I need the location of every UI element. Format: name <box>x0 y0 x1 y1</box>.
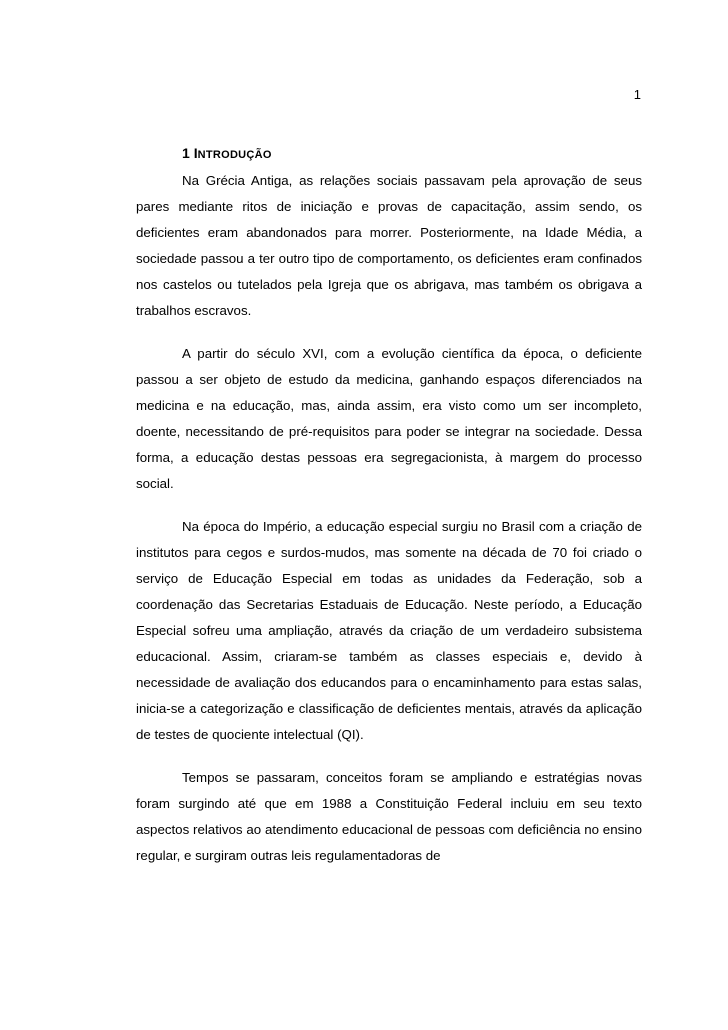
section-title <box>194 145 272 161</box>
section-title-initial: I <box>193 145 198 161</box>
body-text <box>136 168 642 869</box>
section-heading <box>182 144 272 164</box>
paragraph-3: Na época do Império, a educação especial surgiu no Brasil com a criação de institutos para cegos e surdos-mudos, mas somente na década de 70 foi criado o serviço de Educação Especial em todas as unidades da Federação, sob a coordenação das Secretarias Estaduais de Educação. Neste período, a Educação Especial sofreu uma ampliação, através da criação de um verdadeiro subsistema educacional. Assim, criaram-se também as classes especiais e, devido à necessidade de avaliação dos educandos para o encaminhamento para estas salas, inicia-se a categorização e classificação de deficientes mentais, através da aplicação de testes de quociente intelectual (QI). <box>136 519 642 742</box>
paragraph-4: Tempos se passaram, conceitos foram se ampliando e estratégias novas foram surgindo até que em 1988 a Constituição Federal incluiu em seu texto aspectos relativos ao atendimento educacional de pessoas com deficiência no ensino regular, e surgiram outras leis regulamentadoras de <box>136 770 642 863</box>
paragraph-2: A partir do século XVI, com a evolução científica da época, o deficiente passou a ser objeto de estudo da medicina, ganhando espaços diferenciados na medicina e na educação, mas, ainda assim, era visto como um ser incompleto, doente, necessitando de pré-requisitos para poder se integrar na sociedade. Dessa forma, a educação destas pessoas era segregacionista, à margem do processo social. <box>136 346 642 491</box>
section-title-rest: NTRODUÇÃO <box>197 149 272 161</box>
section-number: 1 <box>182 145 190 161</box>
page-number: 1 <box>633 87 641 102</box>
paragraph-1: Na Grécia Antiga, as relações sociais passavam pela aprovação de seus pares mediante ritos de iniciação e provas de capacitação, assim sendo, os deficientes eram abandonados para morrer. Posteriormente, na Idade Média, a sociedade passou a ter outro tipo de comportamento, os deficientes eram confinados nos castelos ou tutelados pela Igreja que os abrigava, mas também os obrigava a trabalhos escravos. <box>136 173 642 318</box>
